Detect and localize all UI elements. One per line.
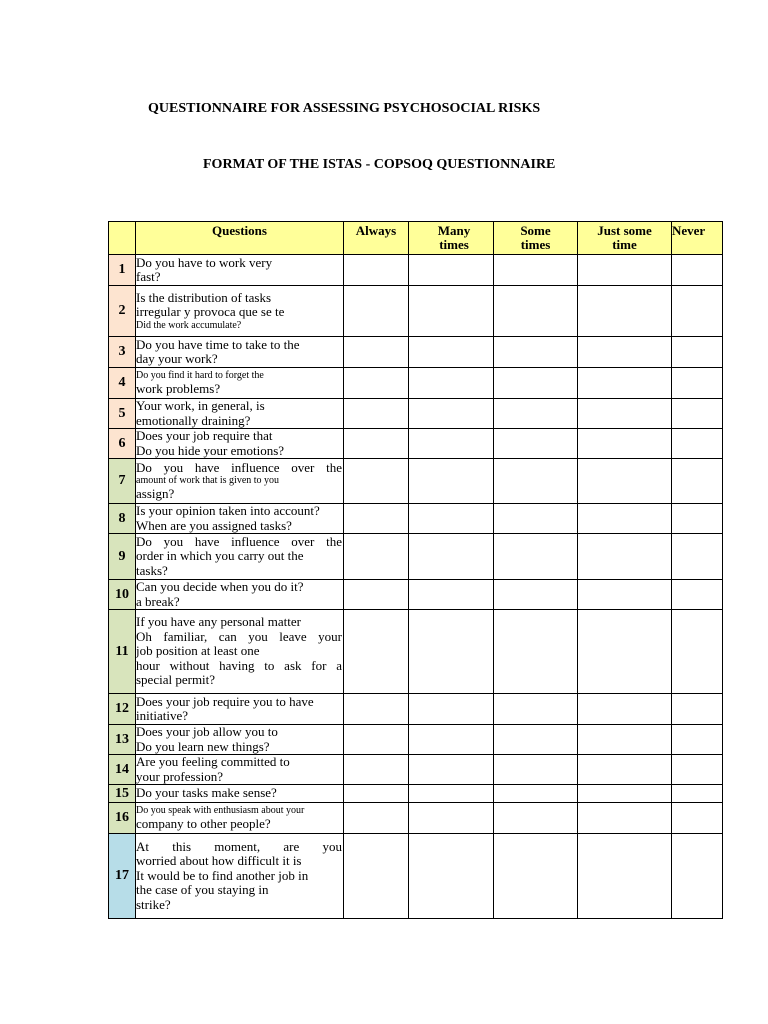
answer-cell-just-some-time[interactable] — [578, 580, 672, 610]
question-line: Do you hide your emotions? — [136, 442, 285, 458]
question-number: 5 — [109, 399, 136, 429]
question-line: When are you assigned tasks? — [136, 517, 292, 533]
answer-cell-just-some-time[interactable] — [578, 399, 672, 429]
answer-cell-just-some-time[interactable] — [578, 610, 672, 694]
question-text — [136, 429, 344, 459]
answer-cell-some-times[interactable] — [494, 834, 578, 919]
answer-cell-never[interactable] — [672, 368, 723, 399]
answer-cell-some-times[interactable] — [494, 255, 578, 286]
question-row — [109, 580, 723, 610]
question-line: the case of you staying in — [136, 882, 269, 898]
answer-cell-many-times[interactable] — [409, 255, 494, 286]
question-text — [136, 399, 344, 429]
answer-cell-just-some-time[interactable] — [578, 255, 672, 286]
answer-cell-some-times[interactable] — [494, 694, 578, 725]
question-text — [136, 255, 344, 286]
header-number-cell — [109, 222, 136, 255]
question-number: 10 — [109, 580, 136, 610]
question-line: initiative? — [136, 708, 188, 723]
question-line: If you have any personal matter — [136, 614, 301, 630]
question-text — [136, 580, 344, 610]
answer-cell-always[interactable] — [344, 286, 409, 337]
answer-cell-never[interactable] — [672, 504, 723, 534]
answer-cell-many-times[interactable] — [409, 429, 494, 459]
answer-cell-never[interactable] — [672, 580, 723, 610]
question-line: hour without having to ask for a — [136, 657, 342, 673]
answer-cell-just-some-time[interactable] — [578, 694, 672, 725]
answer-cell-never[interactable] — [672, 610, 723, 694]
question-line: Do you find it hard to forget the — [136, 369, 264, 381]
answer-cell-just-some-time[interactable] — [578, 725, 672, 755]
answer-cell-some-times[interactable] — [494, 725, 578, 755]
question-line: job position at least one — [136, 643, 260, 659]
question-row — [109, 725, 723, 755]
question-row — [109, 368, 723, 399]
answer-cell-some-times[interactable] — [494, 459, 578, 504]
answer-cell-never[interactable] — [672, 255, 723, 286]
answer-cell-always[interactable] — [344, 534, 409, 580]
question-row — [109, 504, 723, 534]
answer-cell-many-times[interactable] — [409, 580, 494, 610]
answer-cell-some-times[interactable] — [494, 429, 578, 459]
answer-cell-just-some-time[interactable] — [578, 504, 672, 534]
question-line: worried about how difficult it is — [136, 853, 302, 869]
question-line: assign? — [136, 486, 175, 501]
answer-cell-just-some-time[interactable] — [578, 459, 672, 504]
answer-cell-always[interactable] — [344, 580, 409, 610]
question-line: Do you have influence over the — [136, 459, 342, 475]
question-line: amount of work that is given to you — [136, 475, 280, 486]
question-text — [136, 755, 344, 785]
answer-cell-never[interactable] — [672, 803, 723, 834]
question-line: Do you have time to take to the — [136, 336, 300, 352]
answer-cell-many-times[interactable] — [409, 725, 494, 755]
question-line: Is the distribution of tasks — [136, 289, 272, 305]
answer-cell-always[interactable] — [344, 504, 409, 534]
question-row — [109, 255, 723, 286]
answer-cell-never[interactable] — [672, 725, 723, 755]
answer-cell-never[interactable] — [672, 755, 723, 785]
answer-cell-many-times[interactable] — [409, 286, 494, 337]
answer-cell-just-some-time[interactable] — [578, 834, 672, 919]
answer-cell-always[interactable] — [344, 255, 409, 286]
question-line: irregular y provoca que se te — [136, 304, 285, 319]
answer-cell-never[interactable] — [672, 785, 723, 803]
answer-cell-never[interactable] — [672, 429, 723, 459]
answer-cell-never[interactable] — [672, 286, 723, 337]
question-text — [136, 337, 344, 368]
answer-cell-many-times[interactable] — [409, 755, 494, 785]
question-number: 15 — [109, 785, 136, 803]
question-line: your profession? — [136, 768, 224, 784]
answer-cell-never[interactable] — [672, 337, 723, 368]
answer-cell-some-times[interactable] — [494, 368, 578, 399]
question-text — [136, 610, 344, 694]
header-row — [109, 222, 723, 255]
question-text — [136, 368, 344, 399]
question-line: Do you speak with enthusiasm about your — [136, 804, 305, 816]
question-number: 12 — [109, 694, 136, 725]
question-line: Are you feeling committed to — [136, 754, 290, 769]
question-line: a break? — [136, 593, 180, 609]
answer-cell-always[interactable] — [344, 725, 409, 755]
answer-cell-just-some-time[interactable] — [578, 368, 672, 399]
question-line: work problems? — [136, 380, 221, 396]
header-just-some-time: Just some time — [578, 222, 672, 255]
answer-cell-always[interactable] — [344, 429, 409, 459]
question-number: 3 — [109, 337, 136, 368]
header-questions: Questions — [136, 222, 344, 255]
question-number: 6 — [109, 429, 136, 459]
answer-cell-always[interactable] — [344, 368, 409, 399]
question-text — [136, 534, 344, 580]
document-subtitle: FORMAT OF THE ISTAS - COPSOQ QUESTIONNAIRE — [203, 157, 556, 172]
question-row — [109, 459, 723, 504]
question-line: Do you have influence over the — [136, 533, 342, 549]
question-line: emotionally draining? — [136, 412, 251, 428]
answer-cell-many-times[interactable] — [409, 504, 494, 534]
answer-cell-some-times[interactable] — [494, 785, 578, 803]
answer-cell-many-times[interactable] — [409, 399, 494, 429]
question-number: 9 — [109, 534, 136, 580]
question-line: tasks? — [136, 562, 168, 578]
question-line: Do you learn new things? — [136, 738, 270, 754]
answer-cell-some-times[interactable] — [494, 286, 578, 337]
answer-cell-always[interactable] — [344, 755, 409, 785]
answer-cell-just-some-time[interactable] — [578, 534, 672, 580]
answer-cell-many-times[interactable] — [409, 803, 494, 834]
answer-cell-just-some-time[interactable] — [578, 755, 672, 785]
answer-cell-always[interactable] — [344, 610, 409, 694]
question-number: 8 — [109, 504, 136, 534]
question-text — [136, 725, 344, 755]
answer-cell-many-times[interactable] — [409, 610, 494, 694]
question-row — [109, 803, 723, 834]
answer-cell-some-times[interactable] — [494, 534, 578, 580]
question-number: 11 — [109, 610, 136, 694]
question-line: strike? — [136, 896, 171, 912]
questionnaire-table — [108, 221, 723, 919]
header-always: Always — [344, 222, 409, 255]
question-number: 7 — [109, 459, 136, 504]
question-number: 2 — [109, 286, 136, 337]
question-number: 16 — [109, 803, 136, 834]
question-line: At this moment, are you — [136, 838, 342, 854]
question-line: Can you decide when you do it? — [136, 579, 304, 594]
answer-cell-never[interactable] — [672, 459, 723, 504]
answer-cell-never[interactable] — [672, 834, 723, 919]
question-text — [136, 803, 344, 834]
question-line: special permit? — [136, 672, 216, 688]
answer-cell-never[interactable] — [672, 534, 723, 580]
answer-cell-some-times[interactable] — [494, 399, 578, 429]
question-row — [109, 286, 723, 337]
question-number: 4 — [109, 368, 136, 399]
answer-cell-many-times[interactable] — [409, 694, 494, 725]
question-line: It would be to find another job in — [136, 867, 309, 883]
answer-cell-always[interactable] — [344, 803, 409, 834]
answer-cell-always[interactable] — [344, 694, 409, 725]
question-line: Do you have to work very — [136, 254, 273, 270]
answer-cell-always[interactable] — [344, 399, 409, 429]
question-line: Is your opinion taken into account? — [136, 503, 320, 518]
question-row — [109, 755, 723, 785]
answer-cell-just-some-time[interactable] — [578, 429, 672, 459]
question-number: 13 — [109, 725, 136, 755]
question-row — [109, 399, 723, 429]
question-line: company to other people? — [136, 815, 271, 831]
answer-cell-some-times[interactable] — [494, 755, 578, 785]
question-line: Oh familiar, can you leave your — [136, 628, 342, 644]
question-row — [109, 337, 723, 368]
answer-cell-some-times[interactable] — [494, 803, 578, 834]
question-line: Your work, in general, is — [136, 398, 265, 413]
question-line: Did the work accumulate? — [136, 319, 242, 331]
question-line: Does your job require you to have — [136, 693, 314, 709]
question-line: fast? — [136, 269, 161, 284]
answer-cell-always[interactable] — [344, 337, 409, 368]
answer-cell-just-some-time[interactable] — [578, 785, 672, 803]
document-title: QUESTIONNAIRE FOR ASSESSING PSYCHOSOCIAL RISKS — [148, 101, 541, 116]
answer-cell-some-times[interactable] — [494, 337, 578, 368]
question-line: Does your job require that — [136, 428, 273, 443]
header-some-times: Some times — [494, 222, 578, 255]
question-row — [109, 429, 723, 459]
question-text — [136, 834, 344, 919]
question-number: 1 — [109, 255, 136, 286]
question-row — [109, 694, 723, 725]
question-row — [109, 834, 723, 919]
answer-cell-many-times[interactable] — [409, 534, 494, 580]
answer-cell-just-some-time[interactable] — [578, 286, 672, 337]
questions-body — [109, 255, 723, 919]
answer-cell-always[interactable] — [344, 834, 409, 919]
question-row — [109, 610, 723, 694]
answer-cell-always[interactable] — [344, 785, 409, 803]
answer-cell-just-some-time[interactable] — [578, 337, 672, 368]
question-line: order in which you carry out the — [136, 548, 304, 564]
answer-cell-many-times[interactable] — [409, 785, 494, 803]
question-text — [136, 459, 344, 504]
answer-cell-some-times[interactable] — [494, 580, 578, 610]
question-number: 14 — [109, 755, 136, 785]
question-line: Do your tasks make sense? — [136, 785, 277, 801]
question-text — [136, 504, 344, 534]
question-number: 17 — [109, 834, 136, 919]
question-row — [109, 534, 723, 580]
answer-cell-many-times[interactable] — [409, 337, 494, 368]
question-text — [136, 694, 344, 725]
answer-cell-many-times[interactable] — [409, 834, 494, 919]
question-text — [136, 785, 344, 803]
header-never: Never — [672, 222, 723, 255]
answer-cell-many-times[interactable] — [409, 459, 494, 504]
question-line: day your work? — [136, 351, 218, 366]
question-text — [136, 286, 344, 337]
question-line: Does your job allow you to — [136, 724, 278, 739]
question-row — [109, 785, 723, 803]
answer-cell-some-times[interactable] — [494, 504, 578, 534]
answer-cell-many-times[interactable] — [409, 368, 494, 399]
answer-cell-never[interactable] — [672, 694, 723, 725]
header-many-times: Many times — [409, 222, 494, 255]
answer-cell-always[interactable] — [344, 459, 409, 504]
answer-cell-never[interactable] — [672, 399, 723, 429]
answer-cell-some-times[interactable] — [494, 610, 578, 694]
answer-cell-just-some-time[interactable] — [578, 803, 672, 834]
